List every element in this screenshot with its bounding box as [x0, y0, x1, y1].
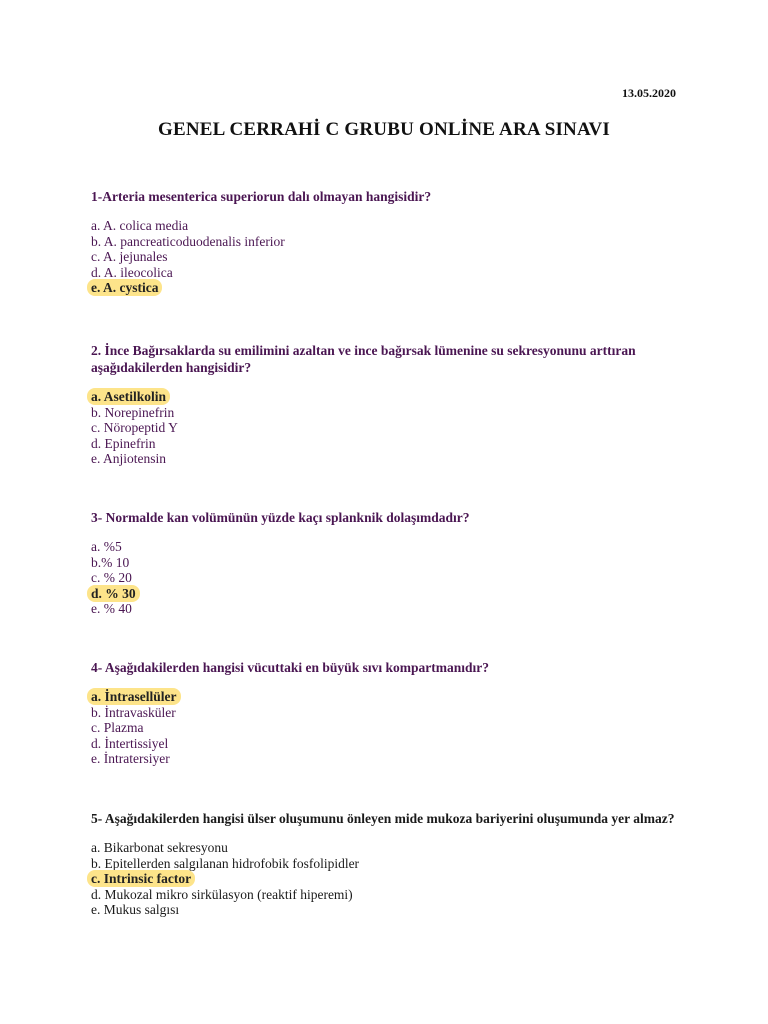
- option-b: b. A. pancreaticoduodenalis inferior: [91, 233, 285, 249]
- option-a: a. A. colica media: [91, 218, 189, 233]
- option-b: b.% 10: [91, 554, 130, 570]
- question-text: 2. İnce Bağırsaklarda su emilimini azaltan ve ince bağırsak lümenine su sekresyonunu arttıran aşağıdakilerden hangisidir?: [91, 343, 636, 375]
- question-text: 1-Arteria mesenterica superiorun dalı olmayan hangisidir?: [91, 189, 432, 204]
- option-d: d. Epinefrin: [91, 435, 156, 451]
- question-text: 3- Normalde kan volümünün yüzde kaçı splanknik dolaşımdadır?: [91, 510, 470, 525]
- exam-title: GENEL CERRAHİ C GRUBU ONLİNE ARA SINAVI: [158, 119, 610, 140]
- question-1: [91, 188, 681, 296]
- question-2: [91, 342, 681, 467]
- option-a: a. %5: [91, 539, 122, 554]
- option-c: c. Plazma: [91, 720, 144, 735]
- option-b: b. İntravasküler: [91, 704, 176, 720]
- question-5: [91, 810, 681, 918]
- option-d: d. A. ileocolica: [91, 264, 173, 280]
- option-c: c. A. jejunales: [91, 249, 168, 264]
- option-b: b. Epitellerden salgılanan hidrofobik fosfolipidler: [91, 855, 360, 871]
- question-text: 5- Aşağıdakilerden hangisi ülser oluşumunu önleyen mide mukoza bariyerini oluşumunda yer almaz?: [91, 811, 675, 826]
- option-c: c. % 20: [91, 570, 132, 585]
- option-b: b. Norepinefrin: [91, 404, 175, 420]
- question-3: [91, 509, 681, 617]
- option-e: e. Mukus salgısı: [91, 902, 180, 917]
- option-e: e. % 40: [91, 601, 132, 616]
- option-a-answer: a. İntrasellüler: [91, 689, 681, 705]
- option-e: e. Anjiotensin: [91, 451, 166, 466]
- question-text: 4- Aşağıdakilerden hangisi vücuttaki en büyük sıvı kompartmanıdır?: [91, 660, 489, 675]
- option-e: e. İntratersiyer: [91, 751, 170, 766]
- option-e-answer: e. A. cystica: [91, 280, 681, 296]
- option-a-answer: a. Asetilkolin: [91, 389, 681, 405]
- option-d-answer: d. % 30: [91, 586, 681, 602]
- exam-date: 13.05.2020: [622, 86, 676, 100]
- option-d: d. İntertissiyel: [91, 735, 169, 751]
- option-a: a. Bikarbonat sekresyonu: [91, 840, 228, 855]
- option-c-answer: c. Intrinsic factor: [91, 871, 681, 887]
- question-4: [91, 659, 681, 767]
- option-c: c. Nöropeptid Y: [91, 420, 178, 435]
- option-d: d. Mukozal mikro sirkülasyon (reaktif hiperemi): [91, 886, 353, 902]
